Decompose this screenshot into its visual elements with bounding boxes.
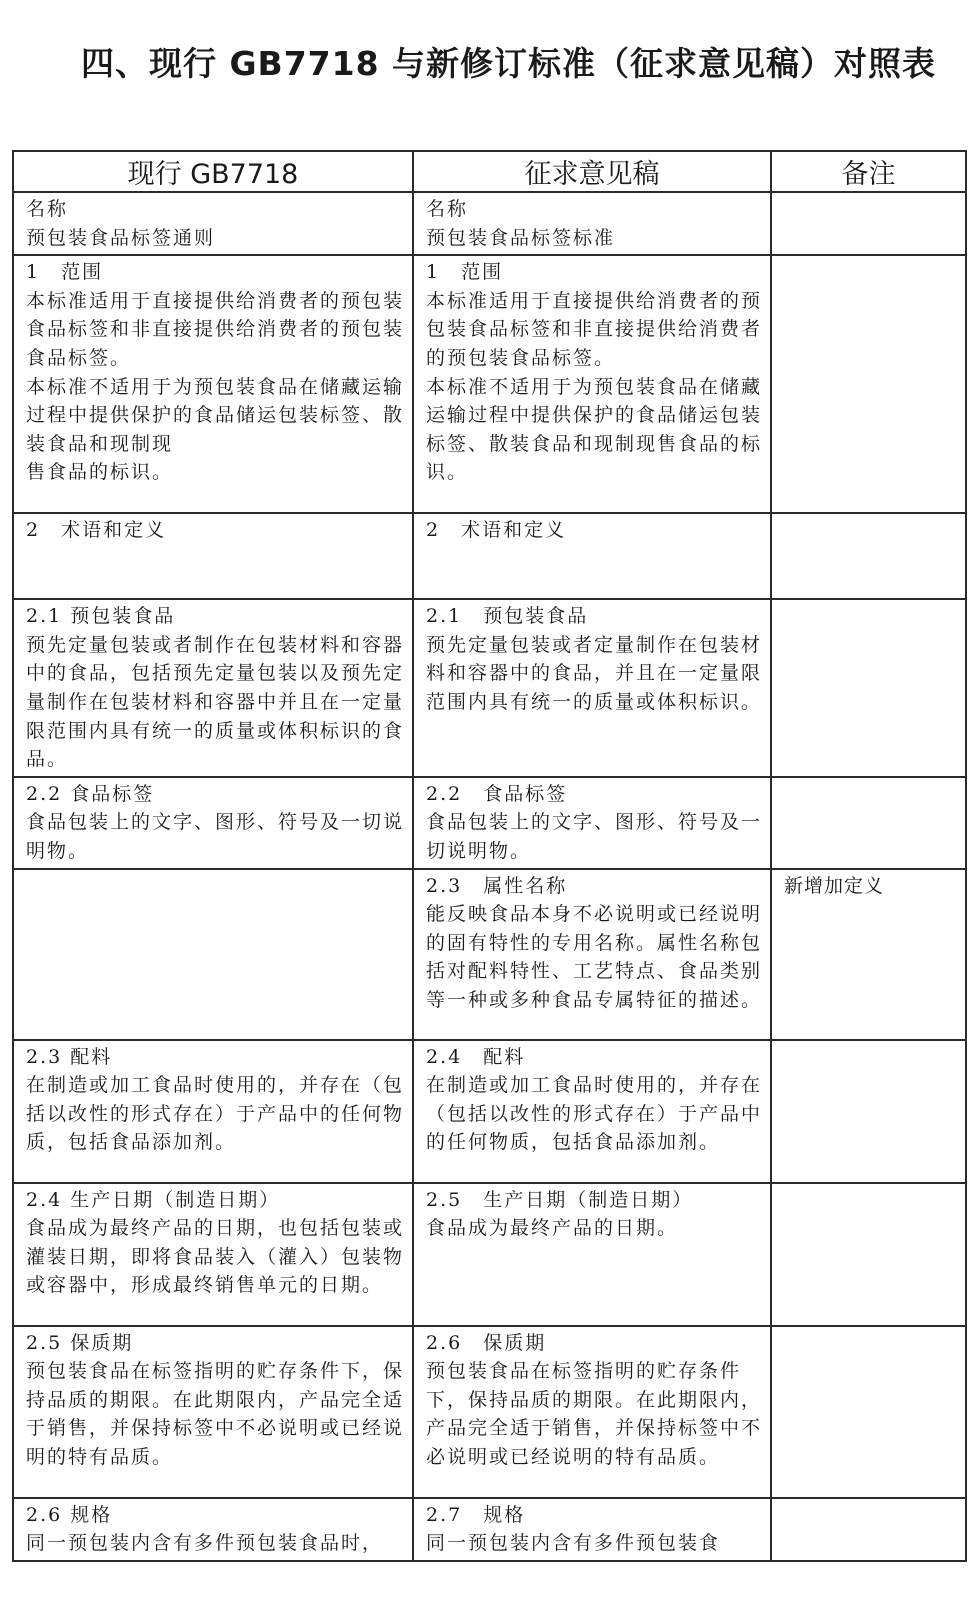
draft-cell [413,599,771,777]
draft-text: 2.1 预包装食品 预先定量包装或者定量制作在包装材料和容器中的食品，并且在一定量限范围内具有统一的质量或体积标识。 [426,605,763,713]
current-cell [13,1183,413,1326]
table-row [13,599,966,777]
note-cell [771,869,966,1040]
draft-cell [413,869,771,1040]
current-text: 2.1 预包装食品 预先定量包装或者制作在包装材料和容器中的食品，包括预先定量包装以及预先定量制作在包装材料和容器中并且在一定量限范围内具有统一的质量或体积标识的食品。 [26,605,405,771]
draft-cell [413,1040,771,1183]
draft-text: 2.4 配料 在制造或加工食品时使用的，并存在（包括以改性的形式存在）于产品中的任何物质，包括食品添加剂。 [426,1045,763,1154]
draft-text: 2.5 生产日期（制造日期） 食品成为最终产品的日期。 [426,1188,694,1240]
current-text: 2.6 规格 同一预包装内含有多件预包装食品时， [26,1503,384,1555]
table-row [13,255,966,513]
current-text: 2 术语和定义 [26,519,167,542]
current-text: 2.4 生产日期（制造日期） 食品成为最终产品的日期，也包括包装或灌装日期，即将食品装入（灌入）包装物或容器中，形成最终销售单元的日期。 [26,1188,405,1297]
draft-cell [413,513,771,599]
draft-cell [413,192,771,255]
table-row [13,777,966,869]
draft-cell [413,1183,771,1326]
draft-cell [413,255,771,513]
current-cell [13,777,413,869]
note-cell [771,513,966,599]
note-cell [771,192,966,255]
table-row [13,513,966,599]
current-text: 2.2 食品标签 食品包装上的文字、图形、符号及一切说明物。 [26,782,405,862]
note-cell [771,1498,966,1561]
table-row [13,1183,966,1326]
table-row [13,1326,966,1498]
draft-cell [413,777,771,869]
current-cell [13,255,413,513]
current-cell [13,513,413,599]
header-draft-standard: 征求意见稿 [413,151,771,192]
draft-text: 2 术语和定义 [426,519,567,542]
draft-cell [413,1498,771,1561]
draft-text: 2.3 属性名称 能反映食品本身不必说明或已经说明的固有特性的专用名称。属性名称包括对配料特性、工艺特点、食品类别等一种或多种食品专属特征的描述。 [426,874,763,1011]
current-text: 2.3 配料 在制造或加工食品时使用的，并存在（包括以改性的形式存在）于产品中的任何物质，包括食品添加剂。 [26,1045,405,1154]
table-row [13,1040,966,1183]
draft-text: 1 范围 本标准适用于直接提供给消费者的预包装食品标签和非直接提供给消费者的预包装食品标签。 本标准不适用于为预包装食品在储藏运输过程中提供保护的食品储运包装标签、散装食品和现制现售食品的标识。 [426,261,763,484]
current-text: 名称 预包装食品标签通则 [26,198,216,249]
note-text: 新增加定义 [784,874,885,897]
note-cell [771,599,966,777]
current-cell [13,599,413,777]
table-row [13,192,966,255]
draft-text: 2.6 保质期 预包装食品在标签指明的贮存条件下，保持品质的期限。在此期限内，产品完全适于销售，并保持标签中不必说明或已经说明的特有品质。 [426,1331,763,1468]
current-cell [13,1498,413,1561]
table-row [13,869,966,1040]
page-title: 四、现行 GB7718 与新修订标准（征求意见稿）对照表 [80,44,937,83]
header-remarks: 备注 [771,151,966,192]
table-row [13,1498,966,1561]
current-cell [13,869,413,1040]
header-current-standard: 现行 GB7718 [13,151,413,192]
current-text: 1 范围 本标准适用于直接提供给消费者的预包装食品标签和非直接提供给消费者的预包装食品标签。 本标准不适用于为预包装食品在储藏运输过程中提供保护的食品储运包装标签、散装食品和现制现 售食品的标识。 [26,261,405,484]
note-cell [771,1040,966,1183]
draft-text: 2.2 食品标签 食品包装上的文字、图形、符号及一切说明物。 [426,782,763,862]
current-text: 2.5 保质期 预包装食品在标签指明的贮存条件下，保持品质的期限。在此期限内，产品完全适于销售，并保持标签中不必说明或已经说明的特有品质。 [26,1331,405,1468]
current-cell [13,192,413,255]
current-cell [13,1326,413,1498]
note-cell [771,1326,966,1498]
table-header-row [13,151,966,192]
draft-text: 2.7 规格 同一预包装内含有多件预包装食 [426,1503,721,1555]
note-cell [771,255,966,513]
draft-cell [413,1326,771,1498]
note-cell [771,1183,966,1326]
comparison-table [12,150,967,1562]
current-cell [13,1040,413,1183]
draft-text: 名称 预包装食品标签标准 [426,198,616,249]
note-cell [771,777,966,869]
